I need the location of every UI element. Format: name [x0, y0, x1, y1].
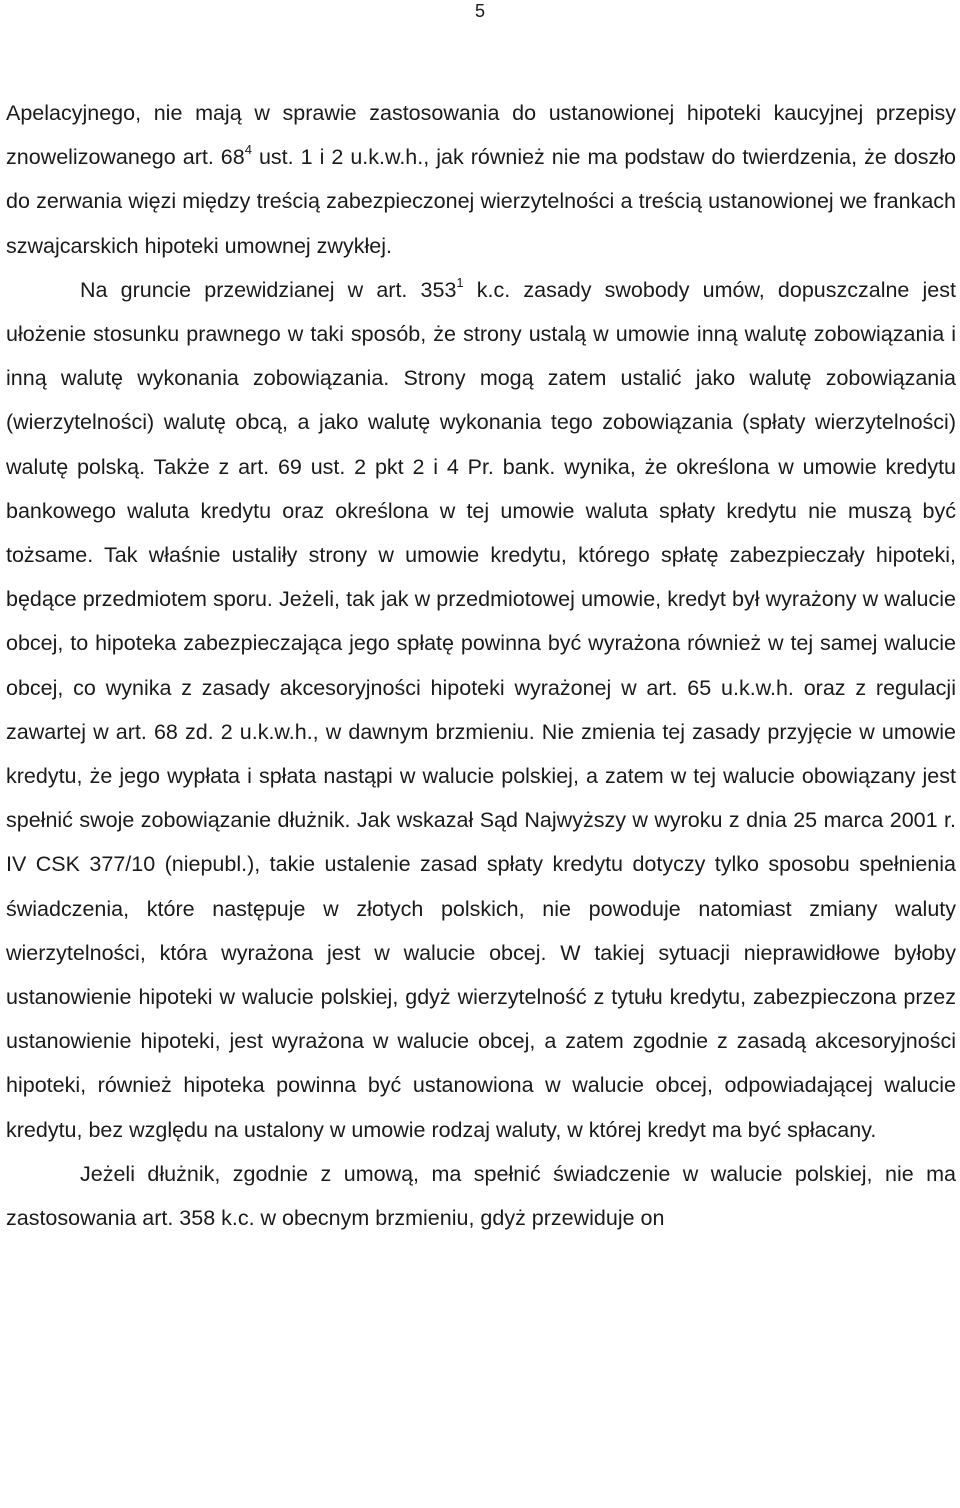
paragraph-2-text-a: Na gruncie przewidzianej w art. 353: [80, 277, 457, 302]
paragraph-3: [6, 1152, 956, 1240]
paragraph-1-text-a: Apelacyjnego, nie mają w sprawie zastosowania do ustanowionej hipoteki kaucyjnej przepisy znowelizowanego art. 68: [6, 101, 956, 170]
paragraph-3-text: Jeżeli dłużnik, zgodnie z umową, ma spełnić świadczenie w walucie polskiej, nie ma zastosowania art. 358 k.c. w obecnym brzmieniu, gdyż przewiduje on: [6, 1161, 956, 1231]
superscript-1: 1: [456, 274, 464, 290]
paragraph-2-text-b: k.c. zasady swobody umów, dopuszczalne jest ułożenie stosunku prawnego w taki sposób, że strony ustalą w umowie inną walutę zobowiązania i inną walutę wykonania zobowiązania. Strony mogą zatem ustalić jako walutę zobowiązania (wierzytelności) walutę obcą, a jako walutę wykonania tego zobowiązania (spłaty wierzytelności) walutę polską. Także z art. 69 ust. 2 pkt 2 i 4 Pr. bank. wynika, że określona w umowie kredytu bankowego waluta kredytu oraz określona w tej umowie waluta spłaty kredytu nie muszą być tożsame. Tak właśnie ustaliły strony w umowie kredytu, którego spłatę zabezpieczały hipoteki, będące przedmiotem sporu. Jeżeli, tak jak w przedmiotowej umowie, kredyt był wyrażony w walucie obcej, to hipoteka zabezpieczająca jego spłatę powinna być wyrażona również w tej samej walucie obcej, co wynika z zasady akcesoryjności hipoteki wyrażonej w art. 65 u.k.w.h. oraz z regulacji zawartej w art. 68 zd. 2 u.k.w.h., w dawnym brzmieniu. Nie zmienia tej zasady przyjęcie w umowie kredytu, że jego wypłata i spłata nastąpi w walucie polskiej, a zatem w tej walucie obowiązany jest spełnić swoje zobowiązanie dłużnik. Jak wskazał Sąd Najwyższy w wyroku z dnia 25 marca 2001 r. IV CSK 377/10 (niepubl.), takie ustalenie zasad spłaty kredytu dotyczy tylko sposobu spełnienia świadczenia, które następuje w złotych polskich, nie powoduje natomiast zmiany waluty wierzytelności, która wyrażona jest w walucie obcej. W takiej sytuacji nieprawidłowe byłoby ustanowienie hipoteki w walucie polskiej, gdyż wierzytelność z tytułu kredytu, zabezpieczona przez ustanowienie hipoteki, jest wyrażona w walucie obcej, a zatem zgodnie z zasadą akcesoryjności hipoteki, również hipoteka powinna być ustanowiona w walucie obcej, odpowiadającej walucie kredytu, bez względu na ustalony w umowie rodzaj waluty, w której kredyt ma być spłacany.: [6, 277, 956, 1142]
superscript-4: 4: [244, 142, 252, 158]
paragraph-1: [6, 91, 956, 268]
body-text: [6, 91, 956, 1240]
page-number: 5: [474, 1, 485, 21]
paragraph-1-text-b: ust. 1 i 2 u.k.w.h., jak również nie ma podstaw do twierdzenia, że doszło do zerwania więzi między treścią zabezpieczonej wierzytelności a treścią ustanowionej we frankach szwajcarskich hipoteki umownej zwykłej.: [6, 145, 956, 258]
paragraph-2: [6, 268, 956, 1152]
